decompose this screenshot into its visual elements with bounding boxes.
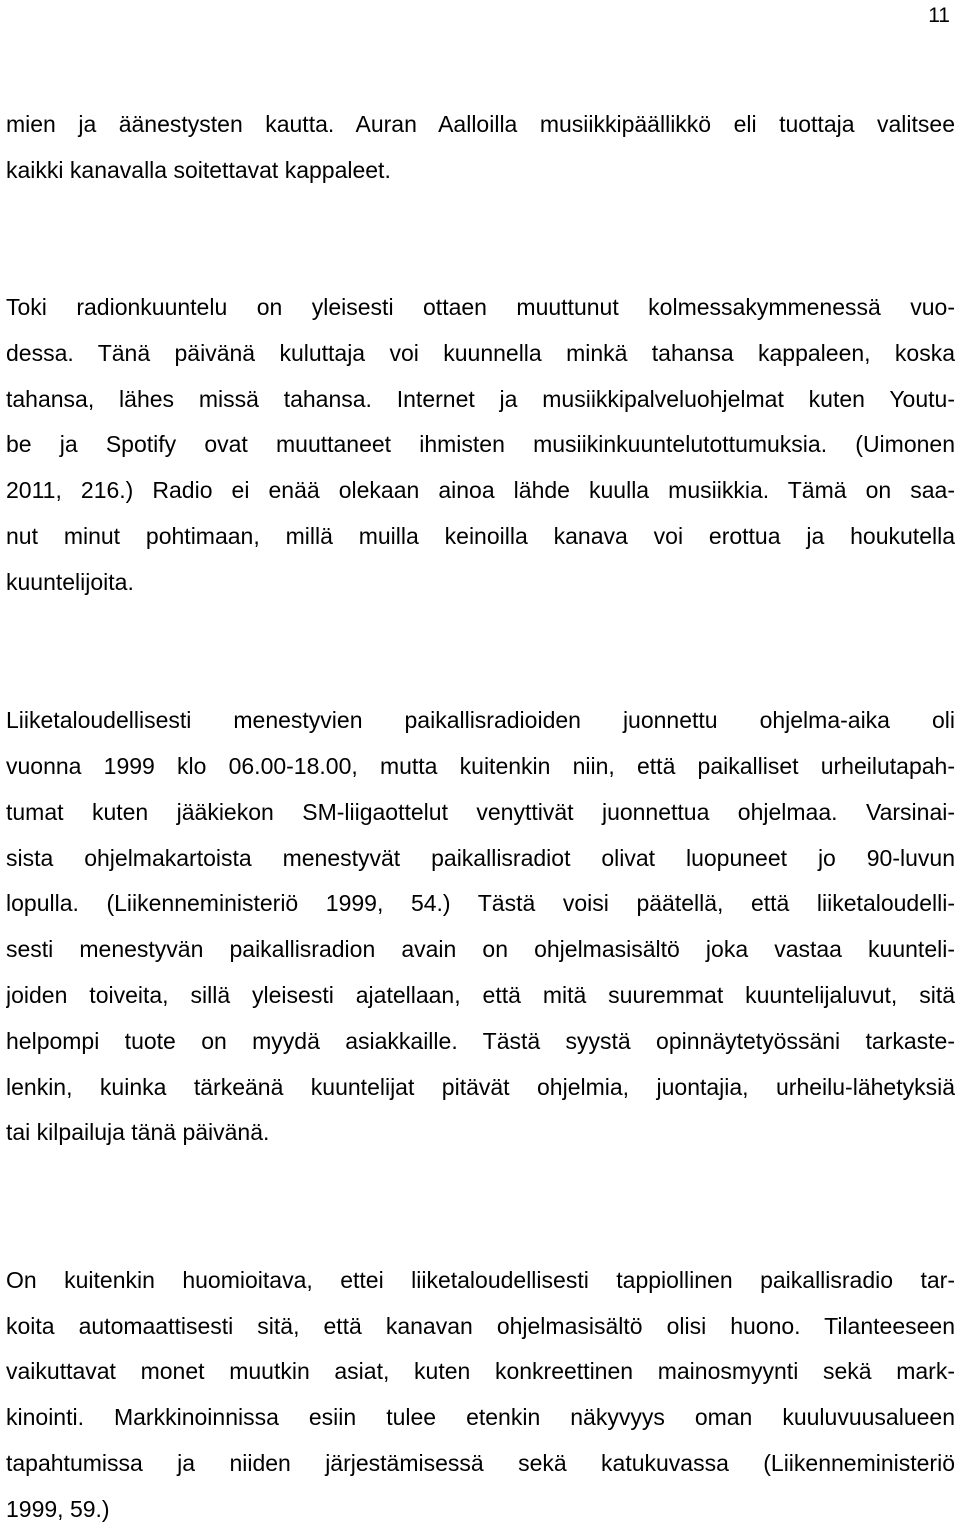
paragraph-3-line-8: helpompi tuote on myydä asiakkaille. Tästä syystä opinnäytetyössäni tarkaste- [6,1028,955,1054]
paragraph-4-line-6: 1999, 59.) [6,1496,110,1522]
paragraph-2-line-3: tahansa, lähes missä tahansa. Internet ja musiikkipalveluohjelmat kuten Youtu- [6,386,955,412]
paragraph-3-line-1: Liiketaloudellisesti menestyvien paikallisradioiden juonnettu ohjelma-aika oli [6,707,955,733]
paragraph-4-line-1: On kuitenkin huomioitava, ettei liiketaloudellisesti tappiollinen paikallisradio tar- [6,1267,955,1293]
paragraph-2-line-5: 2011, 216.) Radio ei enää olekaan ainoa lähde kuulla musiikkia. Tämä on saa- [6,477,955,503]
paragraph-3-line-7: joiden toiveita, sillä yleisesti ajatellaan, että mitä suuremmat kuuntelijaluvut, sitä [6,982,955,1008]
paragraph-4-line-3: vaikuttavat monet muutkin asiat, kuten konkreettinen mainosmyynti sekä mark- [6,1358,955,1384]
paragraph-2-line-4: be ja Spotify ovat muuttaneet ihmisten musiikinkuuntelutottumuksia. (Uimonen [6,431,955,457]
paragraph-2-line-6: nut minut pohtimaan, millä muilla keinoilla kanava voi erottua ja houkutella [6,523,955,549]
paragraph-3-line-2: vuonna 1999 klo 06.00-18.00, mutta kuitenkin niin, että paikalliset urheilutapah- [6,753,955,779]
paragraph-4-line-5: tapahtumissa ja niiden järjestämisessä sekä katukuvassa (Liikenneministeriö [6,1450,955,1476]
paragraph-4-line-4: kinointi. Markkinoinnissa esiin tulee etenkin näkyvyys oman kuuluvuusalueen [6,1404,955,1430]
paragraph-3-line-9: lenkin, kuinka tärkeänä kuuntelijat pitävät ohjelmia, juontajia, urheilu-lähetyksiä [6,1074,955,1100]
paragraph-2-line-7: kuuntelijoita. [6,569,134,595]
paragraph-1-line-1: mien ja äänestysten kautta. Auran Aalloilla musiikkipäällikkö eli tuottaja valitsee [6,111,955,137]
paragraph-3-line-10: tai kilpailuja tänä päivänä. [6,1119,270,1145]
page-number: 11 [928,4,950,27]
paragraph-2-line-2: dessa. Tänä päivänä kuluttaja voi kuunnella minkä tahansa kappaleen, koska [6,340,955,366]
paragraph-1-line-2: kaikki kanavalla soitettavat kappaleet. [6,157,391,183]
paragraph-2-line-1: Toki radionkuuntelu on yleisesti ottaen muuttunut kolmessakymmenessä vuo- [6,294,955,320]
paragraph-3-line-3: tumat kuten jääkiekon SM-liigaottelut venyttivät juonnettua ohjelmaa. Varsinai- [6,799,955,825]
paragraph-4-line-2: koita automaattisesti sitä, että kanavan ohjelmasisältö olisi huono. Tilanteeseen [6,1313,955,1339]
paragraph-3-line-5: lopulla. (Liikenneministeriö 1999, 54.) Tästä voisi päätellä, että liiketaloudelli- [6,890,955,916]
paragraph-3-line-4: sista ohjelmakartoista menestyvät paikallisradiot olivat luopuneet jo 90-luvun [6,845,955,871]
paragraph-3-line-6: sesti menestyvän paikallisradion avain on ohjelmasisältö joka vastaa kuunteli- [6,936,955,962]
